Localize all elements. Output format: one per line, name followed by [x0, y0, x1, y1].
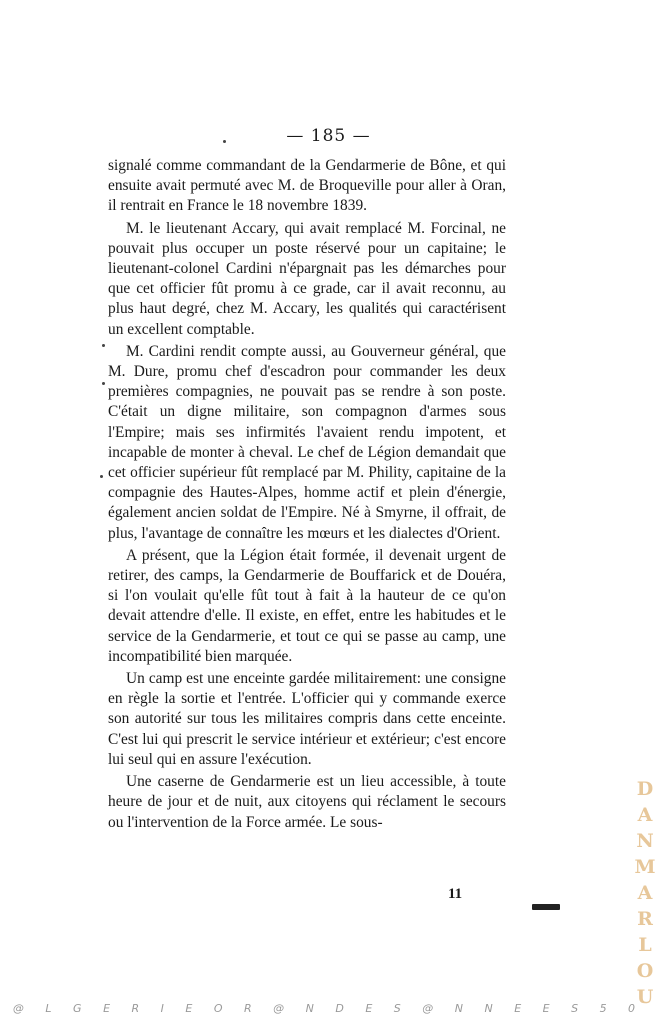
paragraph: M. le lieutenant Accary, qui avait remplacé M. Forcinal, ne pouvait plus occuper un poste réservé pour un capitaine; le lieutenant-colonel Cardini n'épargnait pas les démarches pour que cet officier fût promu à ce grade, car il avait reconnu, au plus haut degré, chez M. Accary, les qualités qui caractérisent un excellent comptable.: [108, 219, 506, 338]
stray-dot: [100, 475, 103, 478]
paragraph: signalé comme commandant de la Gendarmerie de Bône, et qui ensuite avait permuté avec M. de Broqueville pour aller à Oran, il rentrait en France le 18 novembre 1839.: [108, 157, 506, 215]
watermark-letter: O: [636, 960, 654, 982]
paragraph: M. Cardini rendit compte aussi, au Gouverneur général, que M. Dure, promu chef d'escadron pour commander les deux premières compagnies, ne pouvait pas se rendre à son poste. C'était un digne militaire, son compagnon d'armes sous l'Empire; mais ses infirmités l'avaient rendu impotent, et incapable de monter à cheval. Le chef de Légion demandait que cet officier supérieur fût remplacé par M. Phility, capitaine de la compagnie des Hautes-Alpes, homme actif et plein d'énergie, également ancien soldat de l'Empire. Né à Smyrne, il offrait, de plus, l'avantage de connaître les mœurs et les dialectes d'Orient.: [108, 342, 506, 542]
watermark-letter: N: [636, 830, 654, 852]
stray-dot: [223, 140, 226, 143]
paragraph: Une caserne de Gendarmerie est un lieu accessible, à toute heure de jour et de nuit, aux citoyens qui réclament le secours ou l'intervention de la Force armée. Le sous-: [108, 773, 506, 831]
body-text: [108, 156, 506, 835]
watermark-letter: D: [636, 778, 654, 800]
watermark-letter: M: [634, 856, 656, 878]
watermark-vertical: [634, 776, 656, 1010]
stray-dot: [102, 382, 105, 385]
paragraph: A présent, que la Légion était formée, il devenait urgent de retirer, des camps, la Gendarmerie de Bouffarick et de Douéra, si l'on voulait qu'elle fût tout à fait à la hauteur de ce qu'on devait attendre d'elle. Il existe, en effet, entre les habitudes et le service de la Gendarmerie, et tout ce qui se passe au camp, une incompatibilité bien marquée.: [108, 546, 506, 665]
watermark-letter: U: [636, 986, 654, 1008]
watermark-letter: A: [637, 882, 653, 904]
signature-mark: 11: [448, 886, 463, 902]
stray-dot: [102, 344, 105, 347]
watermark-letter: A: [637, 804, 653, 826]
page-number: — 185 —: [286, 126, 371, 146]
watermark-letter: L: [638, 934, 652, 956]
paragraph: Un camp est une enceinte gardée militairement: une consigne en règle la sortie et l'entrée. L'officier qui y commande exerce son autorité sur tous les militaires compris dans cette enceinte. C'est lui qui prescrit le service intérieur et extérieur; c'est encore lui seul qui en assure l'exécution.: [108, 670, 506, 768]
watermark-letter: R: [637, 908, 653, 930]
ink-smudge: [532, 904, 560, 910]
footer-watermark: @ L G E R I E O R @ N D E S @ N N E E S 5 0: [12, 1002, 645, 1015]
